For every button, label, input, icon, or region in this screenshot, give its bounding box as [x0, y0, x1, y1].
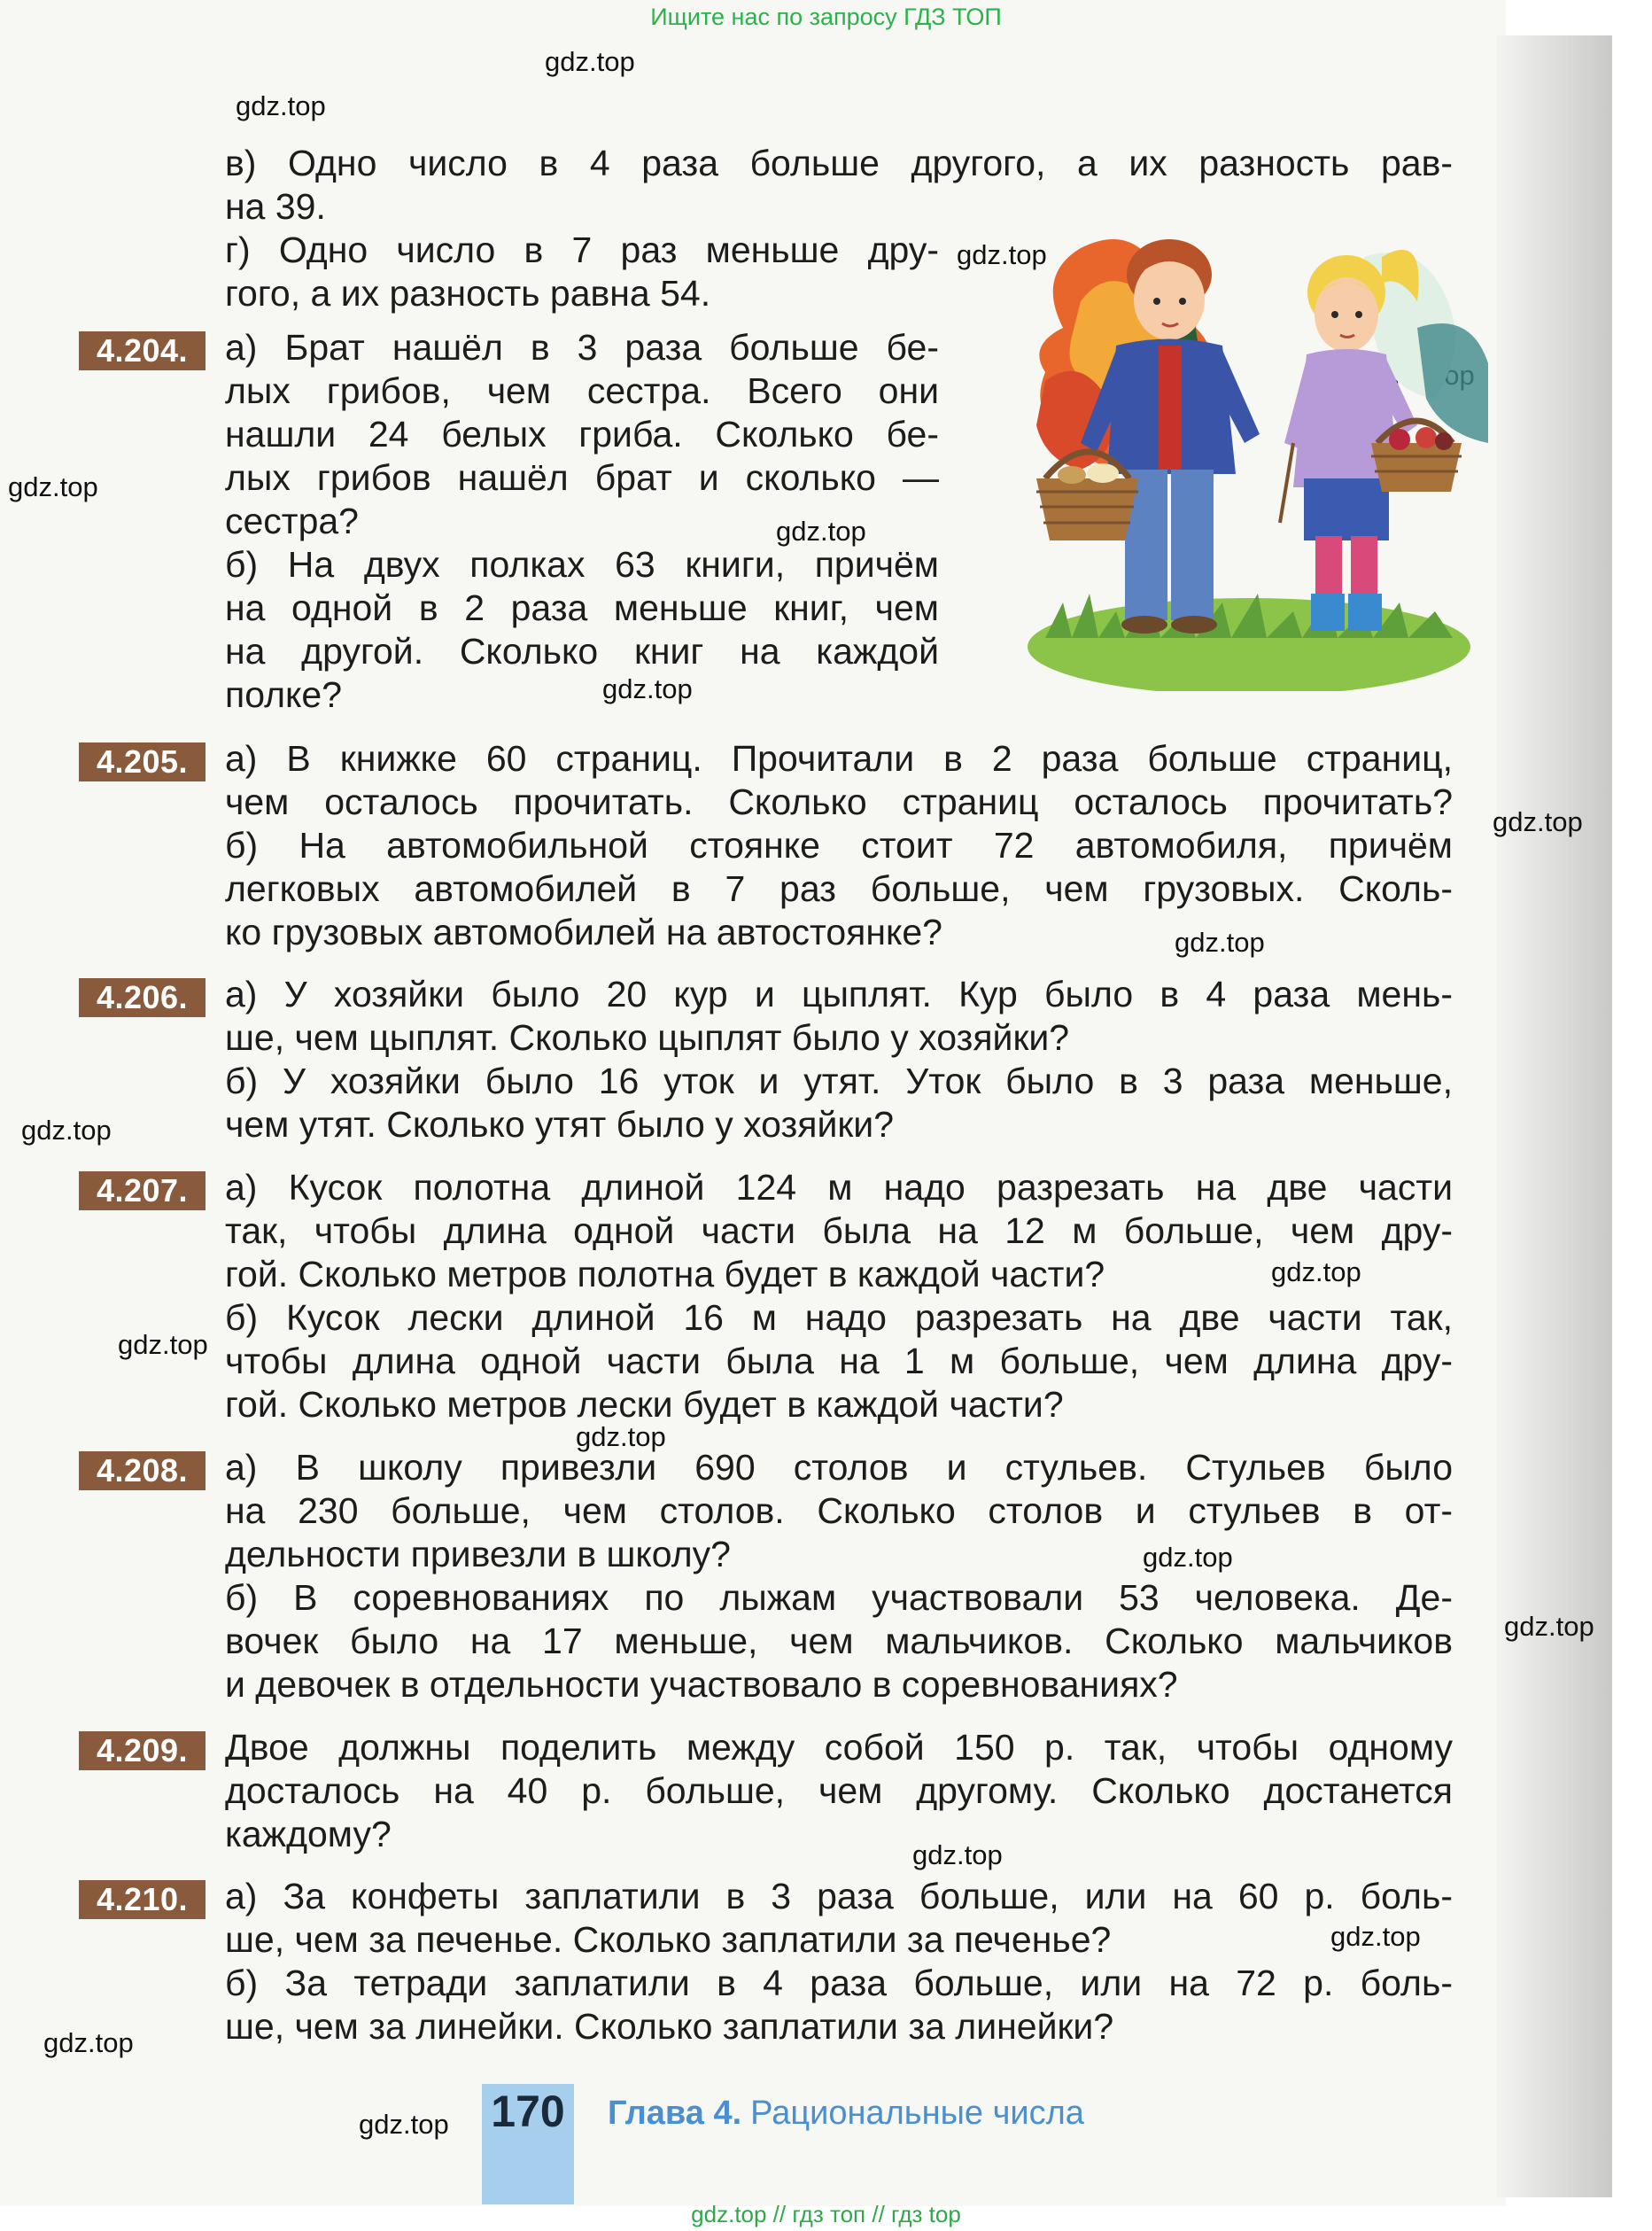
watermark: gdz.top [8, 471, 98, 502]
text-line: а) Кусок полотна длиной 124 м надо разрезать на две части [225, 1167, 1453, 1208]
text-line: в) Одно число в 4 раза больше другого, а их разность рав- [225, 143, 1453, 183]
text-line: б) За тетради заплатили в 4 раза больше, или на 72 р. боль- [225, 1963, 1453, 2003]
watermark: gdz.top [236, 90, 326, 121]
watermark: gdz.top [602, 673, 693, 704]
text-line: гой. Сколько метров лески будет в каждой части? [225, 1384, 1064, 1425]
watermark: gdz.top [1493, 806, 1583, 837]
text-line: и девочек в отдельности участвовало в соревнованиях? [225, 1664, 1178, 1705]
text-line: чем утят. Сколько утят было у хозяйки? [225, 1104, 895, 1145]
watermark: gdz.top [21, 1115, 112, 1146]
chapter-title: Рациональные числа [750, 2095, 1084, 2132]
page-number: 170 [491, 2087, 565, 2136]
text-line: а) В книжке 60 страниц. Прочитали в 2 раза больше страниц, [225, 738, 1453, 779]
children-with-baskets-illustration [1028, 222, 1488, 691]
text-line: б) На автомобильной стоянке стоит 72 автомобиля, причём [225, 825, 1453, 866]
exercise-4-205 [225, 737, 1453, 954]
text-line: чтобы длина одной части была на 1 м больше, чем длина дру- [225, 1341, 1453, 1381]
exercise-4-210 [225, 1875, 1453, 2048]
text-line: на 39. [225, 186, 326, 227]
text-line: ше, чем за печенье. Сколько заплатили за печенье? [225, 1919, 1112, 1960]
text-line: ко грузовых автомобилей на автостоянке? [225, 912, 942, 952]
text-line: нашли 24 белых гриба. Сколько бе- [225, 414, 939, 455]
text-line: лых грибов, чем сестра. Всего они [225, 370, 939, 411]
text-line: б) На двух полках 63 книги, причём [225, 544, 939, 585]
exercise-number: 4.206. [79, 978, 206, 1017]
text-line: полке? [225, 674, 343, 715]
chapter-heading [608, 2095, 1084, 2133]
text-line: чем осталось прочитать. Сколько страниц осталось прочитать? [225, 781, 1453, 822]
exercise-intro [225, 142, 1453, 229]
watermark: gdz.top [1330, 1921, 1421, 1952]
exercise-4-209 [225, 1726, 1453, 1856]
top-ad-link[interactable]: Ищите нас по запросу ГДЗ ТОП [650, 4, 1002, 30]
text-line: а) За конфеты заплатили в 3 раза больше, или на 60 р. боль- [225, 1876, 1453, 1916]
text-line: вочек было на 17 меньше, чем мальчиков. Сколько мальчиков [225, 1621, 1453, 1661]
exercise-4-204 [225, 326, 939, 717]
text-line: ше, чем за линейки. Сколько заплатили за линейки? [225, 2006, 1114, 2047]
watermark: gdz.top [43, 2027, 134, 2058]
text-line: каждому? [225, 1814, 392, 1854]
text-line: лых грибов нашёл брат и сколько — [225, 457, 939, 498]
watermark: gdz.top [1175, 927, 1265, 958]
bottom-ad-link[interactable]: gdz.top // гдз топ // гдз top [691, 2201, 961, 2227]
exercise-4-206 [225, 973, 1453, 1147]
exercise-number: 4.205. [79, 742, 206, 781]
text-line: дельности привезли в школу? [225, 1534, 731, 1574]
text-line: г) Одно число в 7 раз меньше дру- [225, 229, 939, 270]
text-line: гой. Сколько метров полотна будет в каждой части? [225, 1254, 1105, 1294]
text-line: легковых автомобилей в 7 раз больше, чем грузовых. Сколь- [225, 868, 1453, 909]
text-line: а) Брат нашёл в 3 раза больше бе- [225, 327, 939, 368]
chapter-label: Глава 4. [608, 2095, 742, 2132]
watermark: gdz.top [957, 239, 1047, 270]
watermark: gdz.top [912, 1839, 1003, 1870]
watermark: gdz.top [1271, 1256, 1361, 1287]
text-line: ше, чем цыплят. Сколько цыплят было у хозяйки? [225, 1017, 1070, 1058]
watermark: gdz.top [776, 516, 866, 547]
watermark: gdz.top [1504, 1611, 1594, 1642]
text-line: досталось на 40 р. больше, чем другому. Сколько достанется [225, 1770, 1453, 1811]
exercise-4-208 [225, 1446, 1453, 1706]
exercise-4-207 [225, 1166, 1453, 1426]
text-line: а) У хозяйки было 20 кур и цыплят. Кур было в 4 раза мень- [225, 974, 1453, 1014]
text-line: б) В соревнованиях по лыжам участвовали 53 человека. Де- [225, 1577, 1453, 1618]
text-line: б) У хозяйки было 16 уток и утят. Уток было в 3 раза меньше, [225, 1061, 1453, 1101]
exercise-number: 4.210. [79, 1880, 206, 1919]
text-line: на одной в 2 раза меньше книг, чем [225, 587, 939, 628]
page-edge-shadow [1497, 35, 1612, 2197]
text-line: на 230 больше, чем столов. Сколько столов и стульев в от- [225, 1490, 1453, 1531]
watermark: gdz.top [545, 46, 635, 77]
exercise-number: 4.208. [79, 1451, 206, 1490]
watermark: gdz.top [1143, 1542, 1233, 1573]
text-line: Двое должны поделить между собой 150 р. так, чтобы одному [225, 1727, 1453, 1768]
text-line: сестра? [225, 501, 359, 541]
text-line: гого, а их разность равна 54. [225, 273, 711, 314]
exercise-intro-cont [225, 229, 939, 315]
text-line: на другой. Сколько книг на каждой [225, 631, 939, 672]
text-line: так, чтобы длина одной части была на 12 м больше, чем дру- [225, 1210, 1453, 1251]
watermark: gdz.top [118, 1329, 208, 1360]
watermark: gdz.top [359, 2109, 449, 2140]
exercise-number: 4.207. [79, 1171, 206, 1210]
text-line: б) Кусок лески длиной 16 м надо разрезать на две части так, [225, 1297, 1453, 1338]
exercise-number: 4.204. [79, 331, 206, 370]
exercise-number: 4.209. [79, 1731, 206, 1770]
watermark: gdz.top [576, 1421, 666, 1452]
text-line: а) В школу привезли 690 столов и стульев. Стульев было [225, 1447, 1453, 1488]
